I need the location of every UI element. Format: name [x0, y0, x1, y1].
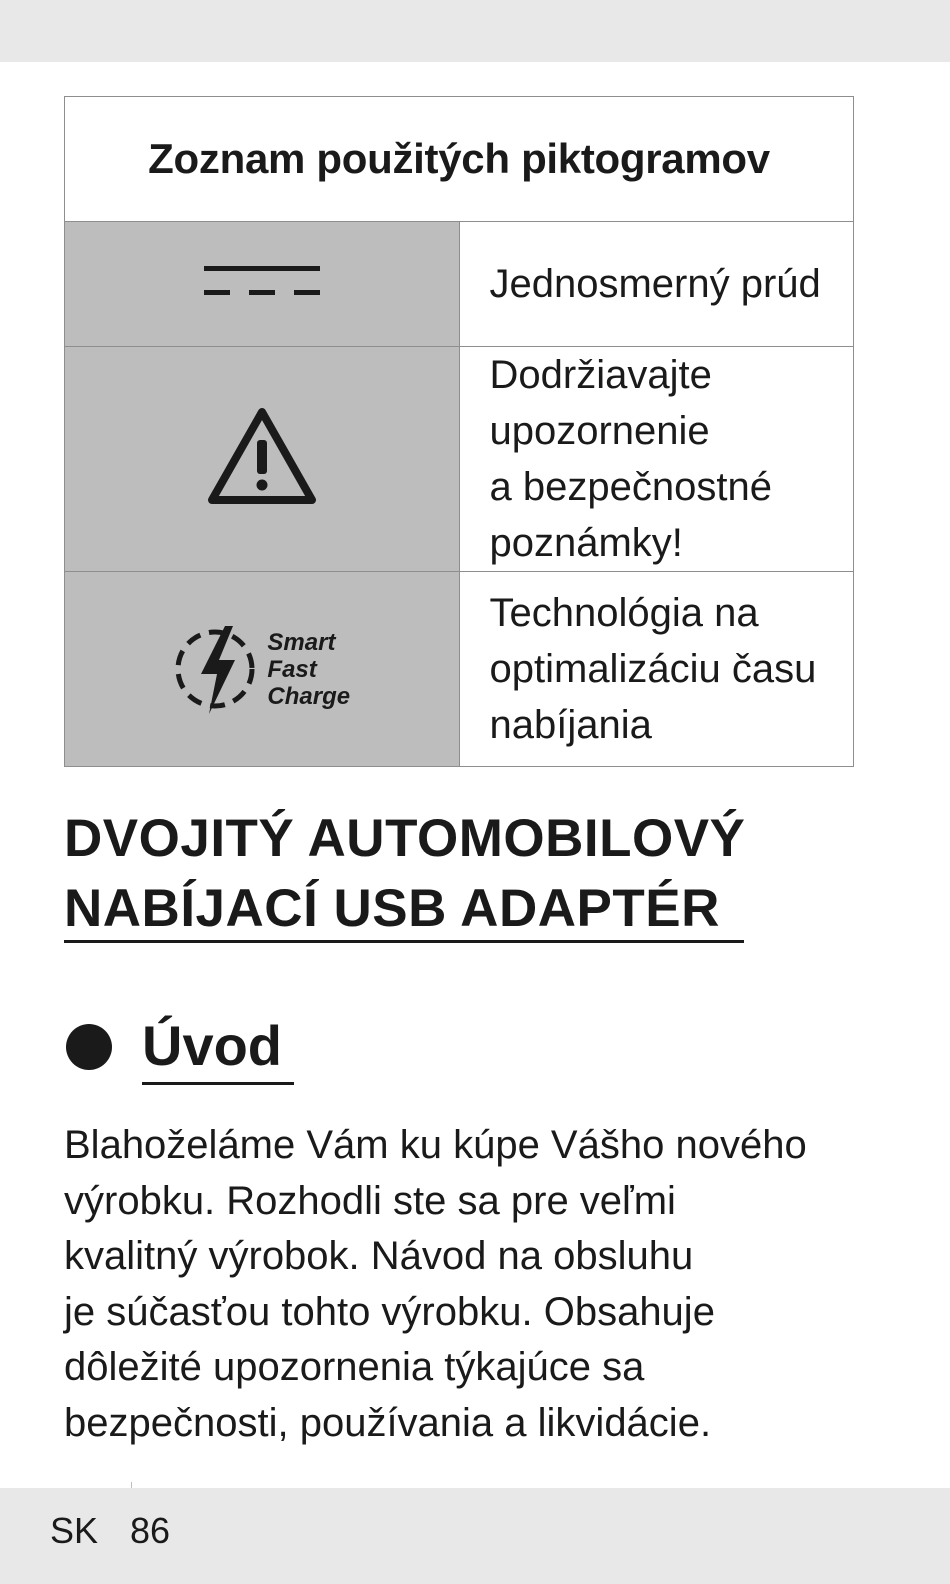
smart-fast-charge-label — [267, 629, 350, 710]
section-title-underline — [142, 1082, 294, 1085]
pictogram-description: Jednosmerný prúd — [459, 222, 854, 347]
logo-text-line: Smart — [267, 628, 336, 656]
pictogram-description — [459, 572, 854, 767]
paragraph-line: bezpečnosti, používania a likvidácie. — [64, 1400, 712, 1445]
icon-cell — [65, 347, 460, 572]
paragraph-line: výrobku. Rozhodli ste sa pre veľmi — [64, 1178, 676, 1223]
table-row — [65, 347, 854, 572]
description-line: nabíjania — [489, 703, 652, 747]
footer-language: SK — [50, 1510, 99, 1551]
section-title: Úvod — [142, 1014, 282, 1077]
heading-underline — [64, 940, 744, 943]
filled-circle-icon — [66, 1024, 112, 1070]
pictogram-description — [459, 347, 854, 572]
description-line: Dodržiavajte upozornenie — [489, 353, 712, 453]
paragraph-line: Blahoželáme Vám ku kúpe Vášho nového — [64, 1123, 807, 1167]
warning-triangle-icon — [206, 406, 318, 508]
logo-text-line: Charge — [267, 682, 351, 710]
pictogram-table-title: Zoznam použitých piktogramov — [65, 97, 854, 222]
paragraph-line: je súčasťou tohto výrobku. Obsahuje — [64, 1289, 715, 1334]
paragraph-line: dôležité upozornenia týkajúce sa — [64, 1345, 645, 1389]
description-line: optimalizáciu času — [489, 647, 817, 691]
table-row — [65, 572, 854, 767]
logo-text-line: Fast — [267, 655, 317, 683]
product-heading — [64, 804, 884, 944]
description-line: a bezpečnostné — [489, 465, 772, 509]
heading-line: DVOJITÝ AUTOMOBILOVÝ — [64, 809, 746, 868]
footer-page-number: 86 — [130, 1510, 171, 1551]
intro-paragraph — [64, 1118, 904, 1451]
heading-line: NABÍJACÍ USB ADAPTÉR — [64, 879, 720, 938]
top-band — [0, 0, 950, 62]
icon-cell — [65, 572, 460, 767]
smart-fast-charge-logo — [65, 620, 459, 718]
direct-current-icon — [202, 260, 322, 304]
description-line: Technológia na — [489, 591, 759, 635]
lightning-bolt-icon — [173, 620, 261, 718]
icon-cell — [65, 222, 460, 347]
table-row — [65, 222, 854, 347]
pictogram-table — [64, 96, 854, 767]
description-line: poznámky! — [489, 521, 683, 565]
paragraph-line: kvalitný výrobok. Návod na obsluhu — [64, 1234, 694, 1278]
